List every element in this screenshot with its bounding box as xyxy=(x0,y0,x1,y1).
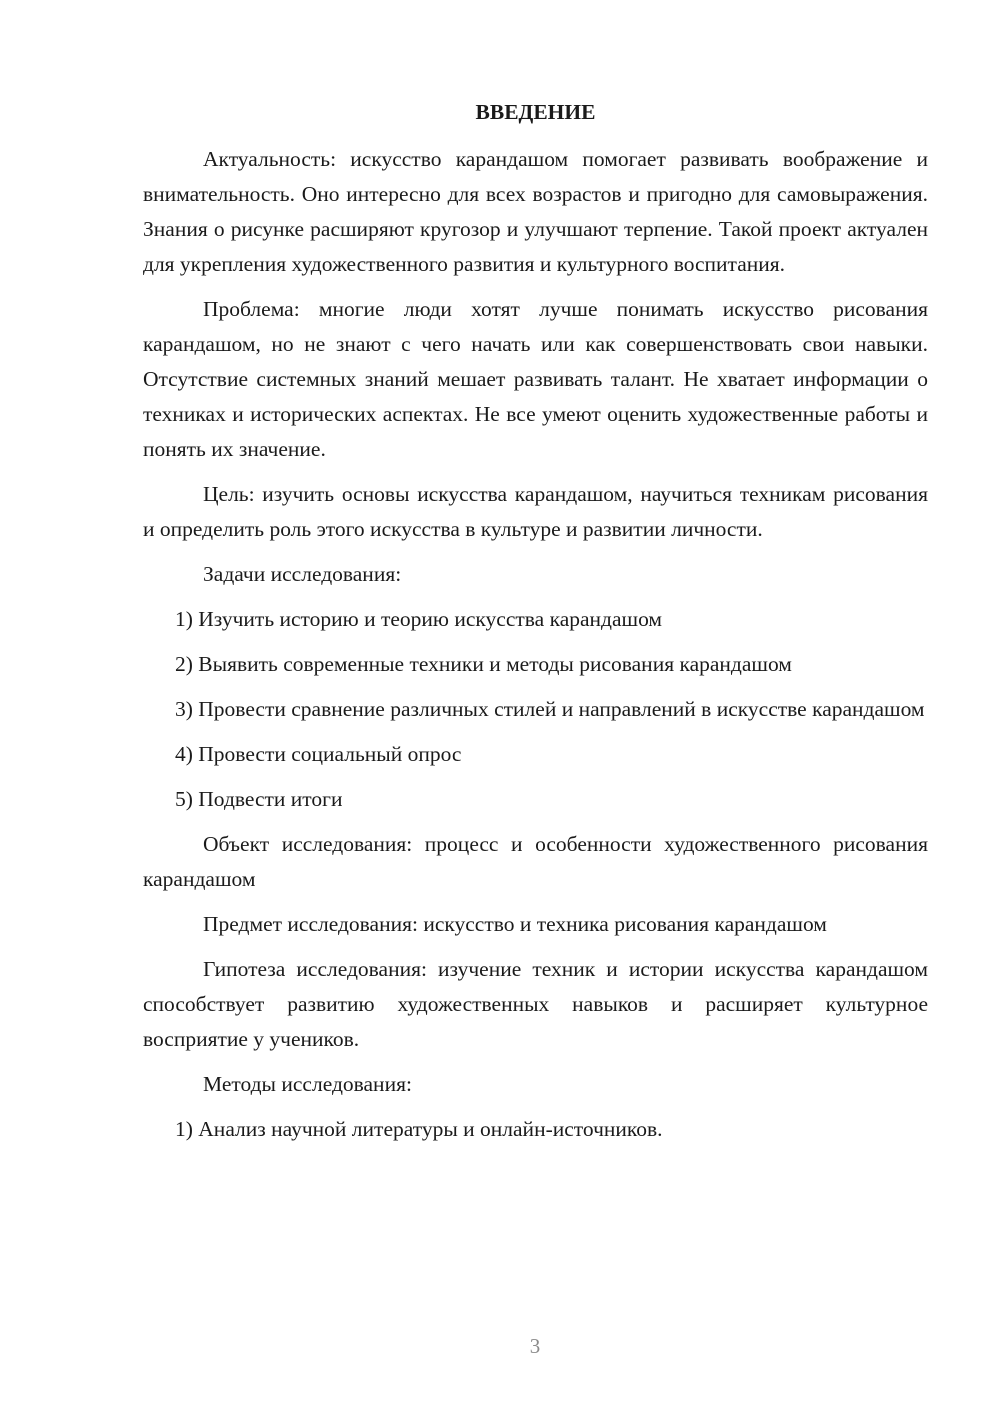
subject-paragraph: Предмет исследования: искусство и техника рисования карандашом xyxy=(203,912,827,936)
task-item-3: 3) Провести сравнение различных стилей и направлений в искусстве карандашом xyxy=(175,697,925,721)
tasks-heading: Задачи исследования: xyxy=(203,562,402,586)
method-item-1: 1) Анализ научной литературы и онлайн-источников. xyxy=(175,1117,663,1141)
page-title: ВВЕДЕНИЕ xyxy=(475,100,596,124)
task-item-4: 4) Провести социальный опрос xyxy=(175,742,462,766)
goal-paragraph: Цель: изучить основы искусства карандашом, научиться техникам рисования и определить роль этого искусства в культуре и развитии личности. xyxy=(143,482,928,541)
object-paragraph: Объект исследования: процесс и особенности художественного рисования карандашом xyxy=(143,832,928,891)
page-number: 3 xyxy=(529,1334,541,1358)
hypothesis-paragraph: Гипотеза исследования: изучение техник и истории искусства карандашом способствует развитию художественных навыков и расширяет культурное восприятие у учеников. xyxy=(143,957,928,1051)
methods-heading: Методы исследования: xyxy=(203,1072,412,1096)
task-item-2: 2) Выявить современные техники и методы рисования карандашом xyxy=(175,652,792,676)
problem-paragraph: Проблема: многие люди хотят лучше понимать искусство рисования карандашом, но не знают с чего начать или как совершенствовать свои навыки. Отсутствие системных знаний мешает развивать талант. Не хватает информации о техниках и исторических аспектах. Не все умеют оценить художественные работы и понять их значение. xyxy=(143,297,928,461)
task-item-1: 1) Изучить историю и теорию искусства карандашом xyxy=(175,607,663,631)
relevance-paragraph: Актуальность: искусство карандашом помогает развивать воображение и внимательность. Оно интересно для всех возрастов и пригодно для самовыражения. Знания о рисунке расширяют кругозор и улучшают терпение. Такой проект актуален для укрепления художественного развития и культурного воспитания. xyxy=(143,147,928,276)
task-item-5: 5) Подвести итоги xyxy=(175,787,343,811)
document-page xyxy=(143,95,928,1157)
